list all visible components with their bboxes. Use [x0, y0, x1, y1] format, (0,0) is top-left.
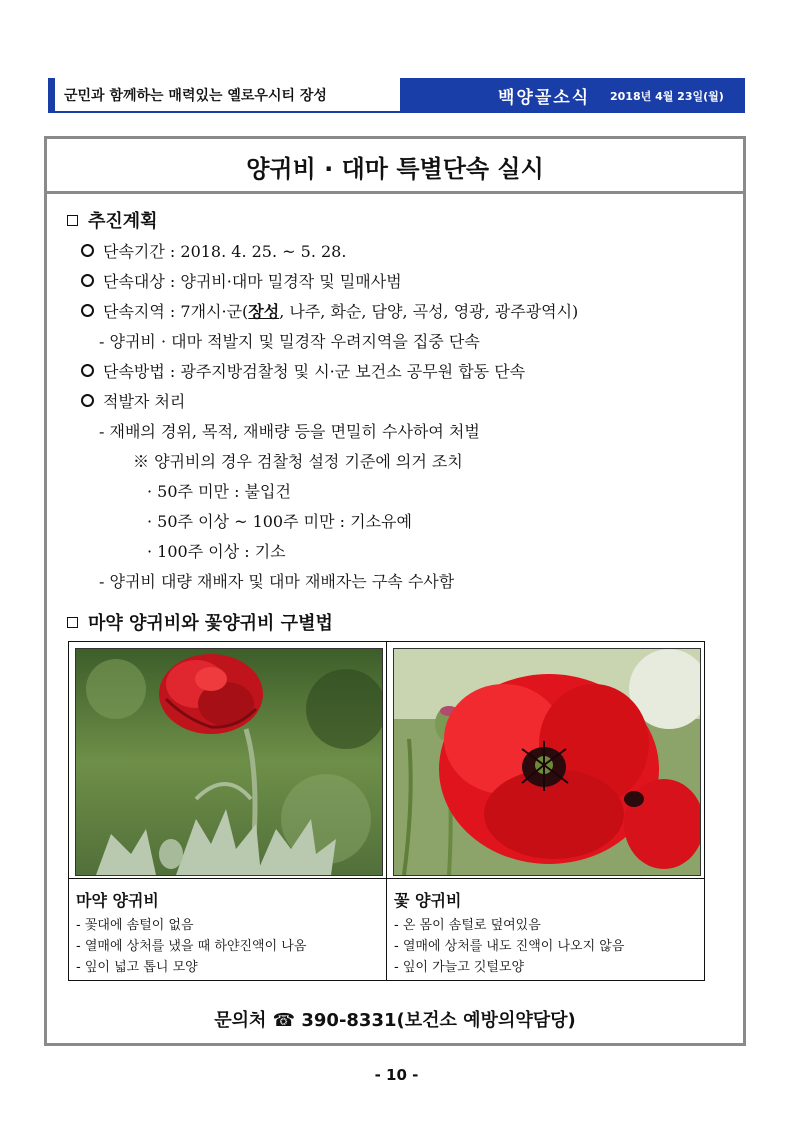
criteria-item: · 50주 이상 ~ 100주 미만 : 기소유예 — [147, 512, 412, 531]
header-slogan: 군민과 함께하는 매력있는 옐로우시티 장성 — [64, 88, 327, 104]
plan-target-text: 단속대상 : 양귀비·대마 밀경작 및 밀매사범 — [103, 272, 402, 291]
plan-period — [81, 239, 346, 262]
flower-poppy-name: 꽃 양귀비 — [394, 891, 462, 910]
drug-feature: - 꽃대에 솜털이 없음 — [76, 918, 194, 933]
header-newsletter-box — [400, 78, 745, 111]
plan-bulk: - 양귀비 대량 재배자 및 대마 재배자는 구속 수사함 — [99, 572, 455, 591]
flower-feature: - 열매에 상처를 내도 진액이 나오지 않음 — [394, 939, 625, 954]
article-title: 양귀비 · 대마 특별단속 실시 — [246, 155, 544, 183]
flower-feature: - 온 몸이 솜털로 덮여있음 — [394, 918, 541, 933]
circle-bullet-icon — [81, 364, 94, 377]
drug-feature: - 열매에 상처를 냈을 때 하얀진액이 나옴 — [76, 939, 307, 954]
flower-poppy-cell — [387, 642, 704, 980]
drug-poppy-image — [76, 649, 382, 875]
article-frame — [44, 136, 746, 1046]
square-bullet-icon — [67, 215, 78, 226]
section-heading-compare — [67, 609, 333, 635]
section-heading-plan — [67, 207, 158, 233]
flower-poppy-image — [394, 649, 700, 875]
header-rule — [48, 111, 745, 113]
plan-region-highlight: 장성 — [248, 302, 280, 321]
criteria-item: · 100주 이상 : 기소 — [147, 542, 286, 561]
page-number: - 10 - — [374, 1066, 419, 1084]
plan-offender-text: 적발자 처리 — [103, 392, 186, 411]
title-band — [47, 139, 743, 194]
flower-poppy-photo — [393, 648, 701, 876]
drug-poppy-cell — [69, 642, 387, 980]
plan-region — [81, 299, 578, 322]
plan-offender — [81, 389, 185, 412]
plan-note: ※ 양귀비의 경우 검찰청 설정 기준에 의거 조치 — [133, 452, 463, 471]
plan-target — [81, 269, 402, 292]
criteria-item: · 50주 미만 : 불입건 — [147, 482, 291, 501]
caption-divider — [387, 878, 704, 879]
caption-divider — [69, 878, 386, 879]
plan-heading: 추진계획 — [88, 211, 158, 232]
issue-date: 2018년 4월 23일(월) — [610, 90, 724, 103]
circle-bullet-icon — [81, 274, 94, 287]
circle-bullet-icon — [81, 304, 94, 317]
drug-poppy-photo — [75, 648, 383, 876]
plan-region-note: - 양귀비 · 대마 적발지 및 밀경작 우려지역을 집중 단속 — [99, 332, 480, 351]
header-accent-bar — [48, 78, 55, 111]
circle-bullet-icon — [81, 394, 94, 407]
contact-info: 문의처 ☎ 390-8331(보건소 예방의약담당) — [214, 1010, 576, 1031]
plan-method — [81, 359, 525, 382]
newsletter-name: 백양골소식 — [498, 88, 591, 108]
plan-period-text: 단속기간 : 2018. 4. 25. ~ 5. 28. — [103, 242, 347, 261]
plan-method-text: 단속방법 : 광주지방검찰청 및 시·군 보건소 공무원 합동 단속 — [103, 362, 526, 381]
compare-heading: 마약 양귀비와 꽃양귀비 구별법 — [88, 613, 333, 634]
flower-feature: - 잎이 가늘고 깃털모양 — [394, 960, 525, 975]
drug-feature: - 잎이 넓고 톱니 모양 — [76, 960, 198, 975]
plan-region-prefix: 단속지역 : 7개시·군( — [103, 302, 249, 321]
circle-bullet-icon — [81, 244, 94, 257]
drug-poppy-name: 마약 양귀비 — [76, 891, 159, 910]
square-bullet-icon — [67, 617, 78, 628]
plan-region-suffix: , 나주, 화순, 담양, 곡성, 영광, 광주광역시) — [279, 302, 579, 321]
plan-offender-detail: - 재배의 경위, 목적, 재배량 등을 면밀히 수사하여 처벌 — [99, 422, 480, 441]
poppy-comparison-table — [68, 641, 705, 981]
page-header — [48, 78, 745, 111]
